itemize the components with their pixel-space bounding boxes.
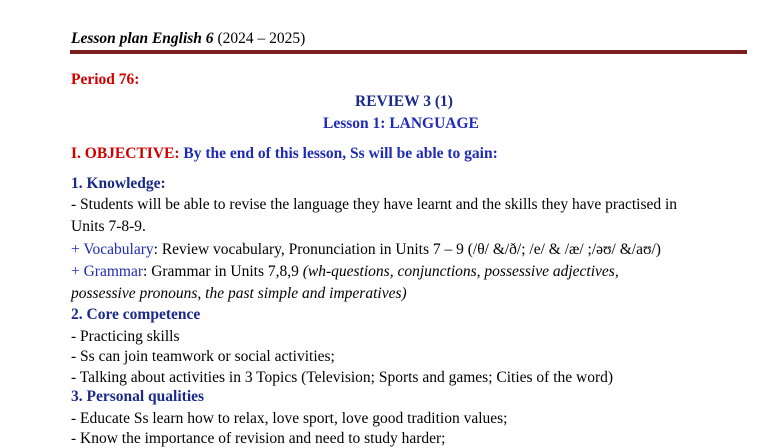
core-heading: 2. Core competence [71, 306, 201, 323]
page-header [71, 30, 305, 48]
knowledge-heading: 1. Knowledge: [71, 175, 166, 192]
objective-line [71, 145, 498, 163]
header-title: Lesson plan English 6 [71, 30, 214, 47]
vocabulary-label: + Vocabulary [71, 241, 154, 258]
header-rule [70, 50, 747, 54]
objective-label: I. OBJECTIVE: [71, 145, 180, 162]
personal-heading: 3. Personal qualities [71, 388, 205, 405]
core-item: - Ss can join teamwork or social activities; [71, 348, 335, 365]
grammar-line [71, 263, 619, 281]
grammar-text: : Grammar in Units 7,8,9 [143, 263, 303, 280]
personal-item: - Educate Ss learn how to relax, love sport, love good tradition values; [71, 410, 508, 427]
review-title: REVIEW 3 (1) [355, 93, 453, 110]
knowledge-line-2: Units 7-8-9. [71, 218, 146, 235]
grammar-italic: (wh-questions, conjunctions, possessive adjectives, [302, 263, 619, 280]
grammar-italic-continued: possessive pronouns, the past simple and imperatives) [71, 285, 407, 302]
vocabulary-line [71, 241, 661, 259]
period-label: Period 76: [71, 71, 140, 88]
objective-text: By the end of this lesson, Ss will be able to gain: [183, 145, 498, 162]
knowledge-line-1: - Students will be able to revise the language they have learnt and the skills they have practised in [71, 196, 678, 213]
lesson-title: Lesson 1: LANGUAGE [323, 115, 479, 132]
header-years: (2024 – 2025) [217, 30, 306, 47]
core-item: - Practicing skills [71, 328, 180, 345]
personal-item: - Know the importance of revision and need to study harder; [71, 430, 446, 447]
core-item: - Talking about activities in 3 Topics (Television; Sports and games; Cities of the word) [71, 369, 614, 386]
grammar-label: + Grammar [71, 263, 144, 280]
vocabulary-text: : Review vocabulary, Pronunciation in Units 7 – 9 (/θ/ &/ð/; /e/ & /æ/ ;/əʊ/ &/aʊ/) [153, 241, 661, 258]
